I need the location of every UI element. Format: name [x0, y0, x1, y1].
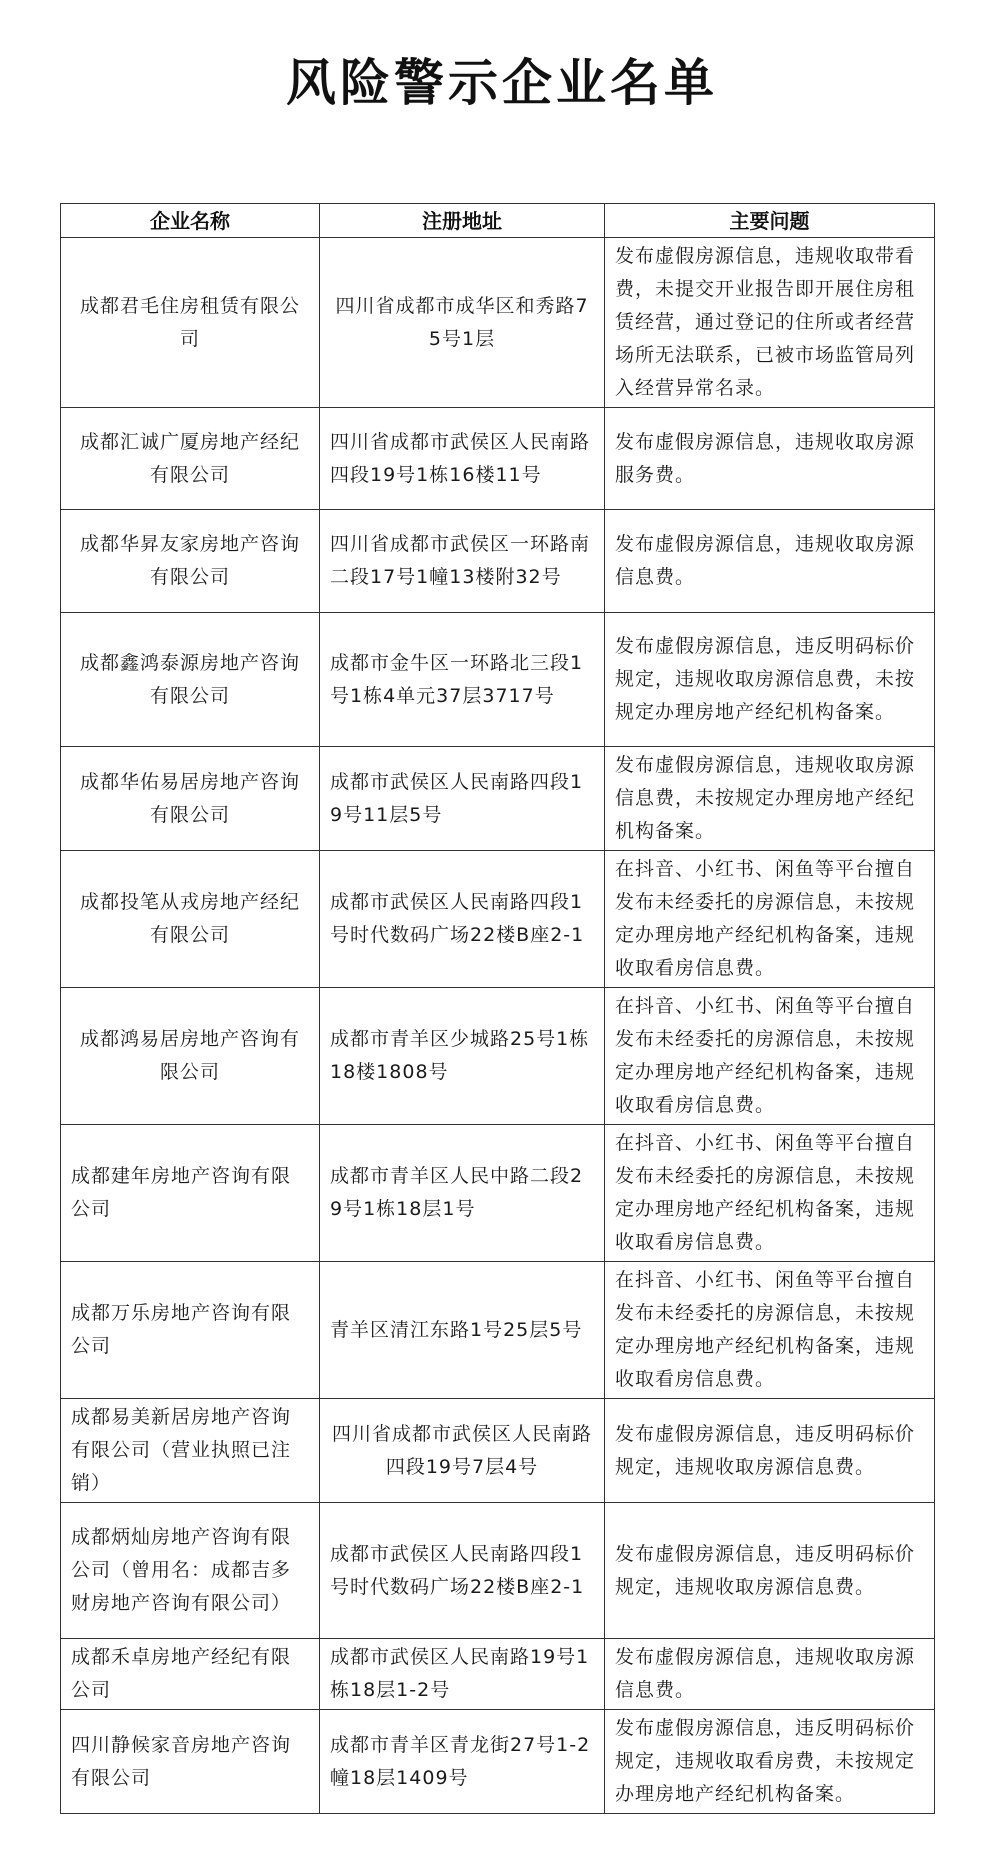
main-issue: 发布虚假房源信息，违规收取带看费，未提交开业报告即开展住房租赁经营，通过登记的住所或者经营场所无法联系，已被市场监管局列入经营异常名录。	[605, 238, 935, 408]
main-issue: 发布虚假房源信息，违规收取房源信息费。	[605, 510, 935, 613]
registered-address: 成都市武侯区人民南路四段19号11层5号	[320, 747, 605, 851]
table-row	[61, 1503, 935, 1639]
table-row	[61, 238, 935, 408]
main-issue: 在抖音、小红书、闲鱼等平台擅自发布未经委托的房源信息，未按规定办理房地产经纪机构备案，违规收取看房信息费。	[605, 988, 935, 1125]
registered-address: 成都市武侯区人民南路四段1号时代数码广场22楼B座2-1	[320, 851, 605, 988]
main-issue: 在抖音、小红书、闲鱼等平台擅自发布未经委托的房源信息，未按规定办理房地产经纪机构备案，违规收取看房信息费。	[605, 1125, 935, 1262]
table-header-row	[61, 204, 935, 238]
company-name: 成都鸿易居房地产咨询有限公司	[61, 988, 320, 1125]
column-header-name: 企业名称	[61, 204, 320, 238]
column-header-issue: 主要问题	[605, 204, 935, 238]
registered-address: 四川省成都市武侯区人民南路四段19号7层4号	[320, 1399, 605, 1503]
registered-address: 成都市青羊区人民中路二段29号1栋18层1号	[320, 1125, 605, 1262]
company-name: 四川静候家音房地产咨询有限公司	[61, 1710, 320, 1814]
company-name: 成都君毛住房租赁有限公司	[61, 238, 320, 408]
table-row	[61, 1639, 935, 1710]
table-row	[61, 747, 935, 851]
table-row	[61, 1399, 935, 1503]
column-header-address: 注册地址	[320, 204, 605, 238]
company-name: 成都华昇友家房地产咨询有限公司	[61, 510, 320, 613]
table-row	[61, 613, 935, 747]
company-name: 成都华佑易居房地产咨询有限公司	[61, 747, 320, 851]
main-issue: 发布虚假房源信息，违规收取房源信息费，未按规定办理房地产经纪机构备案。	[605, 747, 935, 851]
company-name: 成都投笔从戎房地产经纪有限公司	[61, 851, 320, 988]
company-name: 成都万乐房地产咨询有限公司	[61, 1262, 320, 1399]
main-issue: 发布虚假房源信息，违反明码标价规定，违规收取房源信息费，未按规定办理房地产经纪机构备案。	[605, 613, 935, 747]
table-row	[61, 1710, 935, 1814]
main-issue: 发布虚假房源信息，违反明码标价规定，违规收取房源信息费。	[605, 1399, 935, 1503]
table-row	[61, 1125, 935, 1262]
company-name: 成都汇诚广厦房地产经纪有限公司	[61, 408, 320, 510]
company-name: 成都禾卓房地产经纪有限公司	[61, 1639, 320, 1710]
main-issue: 发布虚假房源信息，违反明码标价规定，违规收取房源信息费。	[605, 1503, 935, 1639]
main-issue: 发布虚假房源信息，违反明码标价规定，违规收取看房费，未按规定办理房地产经纪机构备案。	[605, 1710, 935, 1814]
table-row	[61, 408, 935, 510]
document-title: 风险警示企业名单	[286, 53, 718, 112]
registered-address: 四川省成都市武侯区人民南路四段19号1栋16楼11号	[320, 408, 605, 510]
registered-address: 成都市武侯区人民南路四段1号时代数码广场22楼B座2-1	[320, 1503, 605, 1639]
table-row	[61, 1262, 935, 1399]
table-row	[61, 988, 935, 1125]
registered-address: 四川省成都市成华区和秀路75号1层	[320, 238, 605, 408]
registered-address: 青羊区清江东路1号25层5号	[320, 1262, 605, 1399]
main-issue: 在抖音、小红书、闲鱼等平台擅自发布未经委托的房源信息，未按规定办理房地产经纪机构备案，违规收取看房信息费。	[605, 1262, 935, 1399]
company-name: 成都炳灿房地产咨询有限公司（曾用名：成都吉多财房地产咨询有限公司）	[61, 1503, 320, 1639]
registered-address: 成都市武侯区人民南路19号1栋18层1-2号	[320, 1639, 605, 1710]
table-row	[61, 510, 935, 613]
company-name: 成都建年房地产咨询有限公司	[61, 1125, 320, 1262]
company-name: 成都鑫鸿泰源房地产咨询有限公司	[61, 613, 320, 747]
registered-address: 四川省成都市武侯区一环路南二段17号1幢13楼附32号	[320, 510, 605, 613]
main-issue: 发布虚假房源信息，违规收取房源服务费。	[605, 408, 935, 510]
main-issue: 在抖音、小红书、闲鱼等平台擅自发布未经委托的房源信息，未按规定办理房地产经纪机构备案，违规收取看房信息费。	[605, 851, 935, 988]
company-name: 成都易美新居房地产咨询有限公司（营业执照已注销）	[61, 1399, 320, 1503]
risk-warning-table	[60, 203, 935, 1814]
registered-address: 成都市青羊区青龙街27号1-2幢18层1409号	[320, 1710, 605, 1814]
table-row	[61, 851, 935, 988]
registered-address: 成都市金牛区一环路北三段1号1栋4单元37层3717号	[320, 613, 605, 747]
registered-address: 成都市青羊区少城路25号1栋18楼1808号	[320, 988, 605, 1125]
main-issue: 发布虚假房源信息，违规收取房源信息费。	[605, 1639, 935, 1710]
